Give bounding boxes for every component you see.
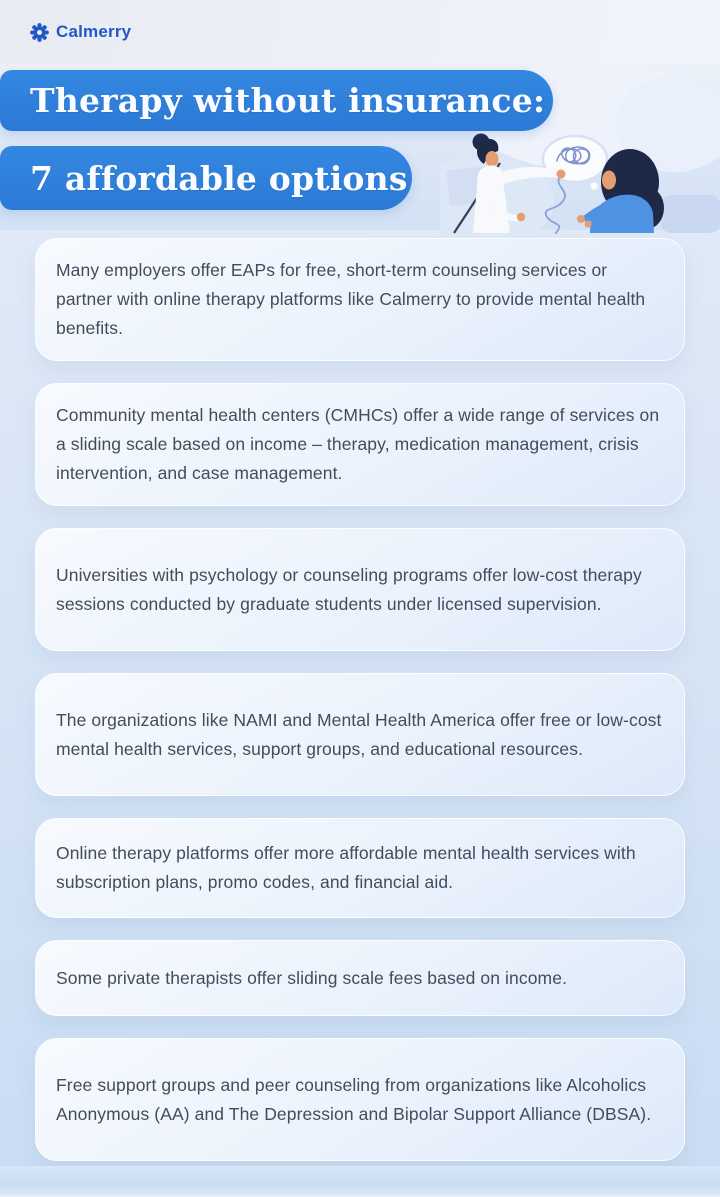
- option-text: Some private therapists offer sliding scale fees based on income.: [56, 967, 568, 988]
- option-card-private-therapists: [35, 940, 685, 1016]
- option-text: The organizations like NAMI and Mental Health America offer free or low-cost mental health services, support groups, and educational resources.: [56, 709, 662, 759]
- thought-bubble: [543, 136, 607, 191]
- calmerry-logo: [30, 22, 131, 42]
- option-text: Online therapy platforms offer more affordable mental health services with subscription plans, promo codes, and financial aid.: [56, 843, 636, 892]
- option-card-support-groups: [35, 1038, 685, 1161]
- option-card-organizations: [35, 673, 685, 796]
- page-title-line-1: Therapy without insurance:: [30, 81, 546, 120]
- option-card-eap: [35, 238, 685, 361]
- page-title-line-2: 7 affordable options: [30, 158, 408, 198]
- gear-icon: [30, 23, 49, 42]
- options-list: [0, 230, 720, 1166]
- brand-name: Calmerry: [56, 22, 132, 41]
- option-text: Community mental health centers (CMHCs) offer a wide range of services on a sliding scale based on income – therapy, medication management, crisis intervention, and case management.: [56, 405, 660, 483]
- option-card-online-platforms: [35, 818, 685, 918]
- title-line-2: [0, 146, 412, 210]
- sofa: [661, 183, 720, 233]
- hero-banner: [0, 64, 720, 230]
- option-card-cmhc: [35, 383, 685, 506]
- footer-band: [0, 1166, 720, 1197]
- option-text: Universities with psychology or counseling programs offer low-cost therapy sessions conducted by graduate students under licensed supervision.: [56, 564, 642, 614]
- title-line-1: [0, 70, 553, 131]
- option-text: Free support groups and peer counseling from organizations like Alcoholics Anonymous (AA) and The Depression and Bipolar Support Alliance (DBSA).: [56, 1074, 652, 1124]
- option-text: Many employers offer EAPs for free, short-term counseling services or partner with online therapy platforms like Calmerry to provide mental health benefits.: [56, 260, 646, 338]
- header-bar: [0, 0, 720, 64]
- option-card-universities: [35, 528, 685, 651]
